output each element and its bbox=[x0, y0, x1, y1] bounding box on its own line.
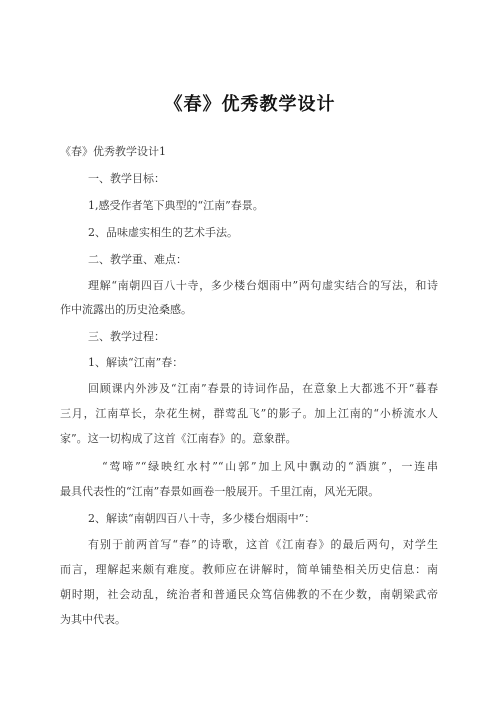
step-heading-1: 1、解读“江南”春： bbox=[88, 356, 184, 369]
paragraph-3-line-2: 而言，理解起来颇有难度。教师应在讲解时，简单铺垫相关历史信息：南 bbox=[60, 563, 438, 576]
section-heading-goals: 一、教学目标： bbox=[88, 172, 165, 185]
paragraph-2-line-1: “莺啼”“绿映红水村”“山郭”加上风中飘动的“酒旗”，一连串 bbox=[102, 460, 438, 473]
key-points-line-2: 作中流露出的历史沧桑感。 bbox=[60, 303, 192, 316]
goal-item-2: 2、品味虚实相生的艺术手法。 bbox=[88, 226, 238, 239]
paragraph-1-line-1: 回顾课内外涉及“江南”春景的诗词作品，在意象上大都逃不开“暮春 bbox=[88, 382, 438, 395]
step-heading-2: 2、解读“南朝四百八十寺，多少楼台烟雨中”： bbox=[88, 512, 316, 525]
section-heading-key-points: 二、教学重、难点： bbox=[88, 253, 187, 266]
paragraph-1-line-3: 家”。这一切构成了这首《江南春》的。意象群。 bbox=[60, 432, 297, 445]
key-points-line-1: 理解“南朝四百八十寺，多少楼台烟雨中”两句虚实结合的写法，和诗 bbox=[88, 279, 438, 292]
paragraph-2-line-2: 最具代表性的“江南”春景如画卷一般展开。千里江南，风光无限。 bbox=[60, 485, 380, 498]
goal-item-1: 1,感受作者笔下典型的“江南”春景。 bbox=[88, 199, 264, 212]
paragraph-3-line-4: 为其中代表。 bbox=[60, 613, 126, 626]
document-subtitle: 《春》优秀教学设计1 bbox=[60, 145, 166, 158]
paragraph-1-line-2: 三月，江南草长，杂花生树，群莺乱飞”的影子。加上江南的“小桥流水人 bbox=[60, 407, 438, 420]
paragraph-3-line-1: 有别于前两首写“春”的诗歌，这首《江南春》的最后两句，对学生 bbox=[88, 538, 438, 551]
section-heading-process: 三、教学过程： bbox=[88, 330, 165, 343]
paragraph-3-line-3: 朝时期，社会动乱，统治者和普通民众笃信佛教的不在少数，南朝梁武帝 bbox=[60, 588, 438, 601]
page-title: 《春》优秀教学设计 bbox=[164, 94, 336, 115]
